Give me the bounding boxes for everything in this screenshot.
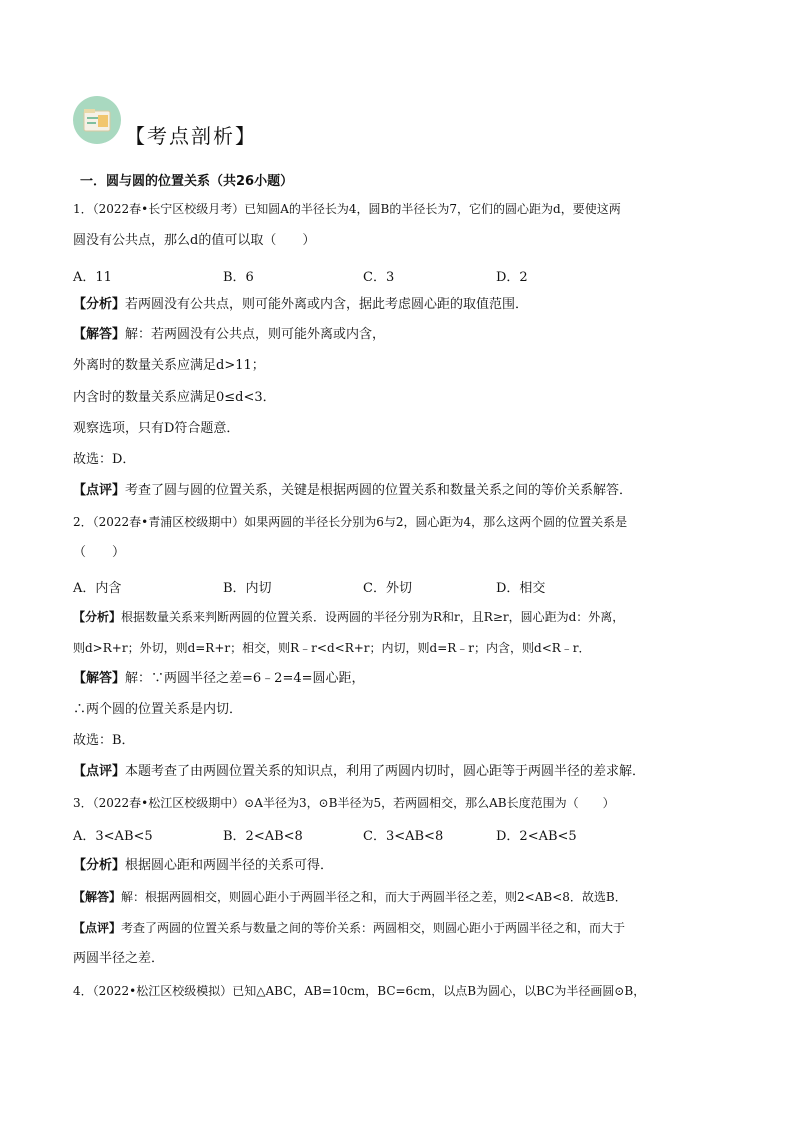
q1-stem-line1: 1．（2022春•长宁区校级月考）已知圆A的半径长为4，圆B的半径长为7，它们的圆心距为d，要使这两 (73, 202, 621, 216)
q2-analysis-line2: 则d>R+r；外切，则d=R+r；相交，则R﹣r<d<R+r；内切，则d=R﹣r；内含，则d<R﹣r． (73, 641, 591, 655)
q2-option-b: B．内切 (223, 581, 272, 596)
analysis-text: 根据圆心距和两圆半径的关系可得． (125, 858, 334, 873)
q1-answer-line3: 内含时的数量关系应满足0≤d<3． (73, 390, 276, 405)
comment-text: 考查了圆与圆的位置关系，关键是根据两圆的位置关系和数量关系之间的等价关系解答． (125, 483, 633, 498)
q2-answer-line3: 故选：B． (73, 733, 135, 748)
q2-stem-line2: （ ） (73, 545, 126, 560)
q1-answer (73, 326, 385, 344)
q3-stem-line1: 3．（2022春•松江区校级期中）⊙A半径为3，⊙B半径为5，若两圆相交，那么AB长度范围为（ ） (73, 796, 615, 810)
q2-option-d: D．相交 (496, 581, 546, 596)
answer-tag: 【解答】 (73, 327, 126, 342)
q3-option-a: A．3<AB<5 (73, 829, 153, 844)
answer-text: 解：根据两圆相交，则圆心距小于两圆半径之和，而大于两圆半径之差，则2<AB<8．故选B． (121, 890, 627, 904)
answer-tag: 【解答】 (73, 890, 122, 904)
q3-option-b: B．2<AB<8 (223, 829, 303, 844)
q2-comment (73, 763, 645, 781)
answer-tag: 【解答】 (73, 671, 126, 686)
q1-answer-line2: 外离时的数量关系应满足d>11； (73, 358, 265, 373)
answer-text: 解：∵两圆半径之差=6﹣2=4=圆心距， (125, 671, 365, 686)
analysis-text: 根据数量关系来判断两圆的位置关系．设两圆的半径分别为R和r，且R≥r，圆心距为d：外离， (121, 610, 625, 624)
q1-option-b: B．6 (223, 270, 254, 285)
q2-stem-line1: 2．（2022春•青浦区校级期中）如果两圆的半径长分别为6与2，圆心距为4，那么这两个圆的位置关系是 (73, 515, 628, 529)
section-heading: 一．圆与圆的位置关系（共26小题） (80, 174, 294, 189)
page-title: 【考点剖析】 (125, 124, 257, 148)
q1-option-c: C．3 (363, 270, 395, 285)
q1-option-d: D．2 (496, 270, 528, 285)
folder-document-icon (73, 96, 121, 144)
analysis-tag: 【分析】 (73, 610, 122, 624)
comment-tag: 【点评】 (73, 483, 126, 498)
q4-stem-line1: 4．（2022•松江区校级模拟）已知△ABC，AB=10cm，BC=6cm，以点B为圆心，以BC为半径画圆⊙B， (73, 984, 646, 998)
analysis-tag: 【分析】 (73, 858, 126, 873)
answer-text: 解：若两圆没有公共点，则可能外离或内含， (125, 327, 386, 342)
analysis-tag: 【分析】 (73, 297, 126, 312)
comment-text: 本题考查了由两圆位置关系的知识点，利用了两圆内切时，圆心距等于两圆半径的差求解． (125, 764, 646, 779)
comment-tag: 【点评】 (73, 764, 126, 779)
q3-comment (73, 919, 625, 937)
q1-option-a: A．11 (73, 270, 112, 285)
q1-analysis (73, 296, 528, 314)
q2-option-a: A．内含 (73, 581, 122, 596)
q2-option-c: C．外切 (363, 581, 412, 596)
q1-stem-line2: 圆没有公共点，那么d的值可以取（ ） (73, 233, 316, 248)
comment-tag: 【点评】 (73, 921, 122, 935)
q1-comment (73, 482, 632, 500)
q2-analysis (73, 608, 624, 626)
q3-answer (73, 888, 627, 906)
q1-answer-line4: 观察选项，只有D符合题意． (73, 421, 240, 436)
comment-text: 考查了两圆的位置关系与数量之间的等价关系：两圆相交，则圆心距小于两圆半径之和，而大于 (121, 921, 626, 935)
q3-option-d: D．2<AB<5 (496, 829, 577, 844)
analysis-text: 若两圆没有公共点，则可能外离或内含，据此考虑圆心距的取值范围． (125, 297, 529, 312)
q2-answer-line2: ∴两个圆的位置关系是内切． (73, 702, 243, 717)
q3-option-c: C．3<AB<8 (363, 829, 444, 844)
q3-analysis (73, 857, 333, 875)
q2-answer (73, 670, 365, 688)
q3-comment-line2: 两圆半径之差． (73, 951, 165, 966)
q1-answer-line5: 故选：D． (73, 452, 136, 467)
